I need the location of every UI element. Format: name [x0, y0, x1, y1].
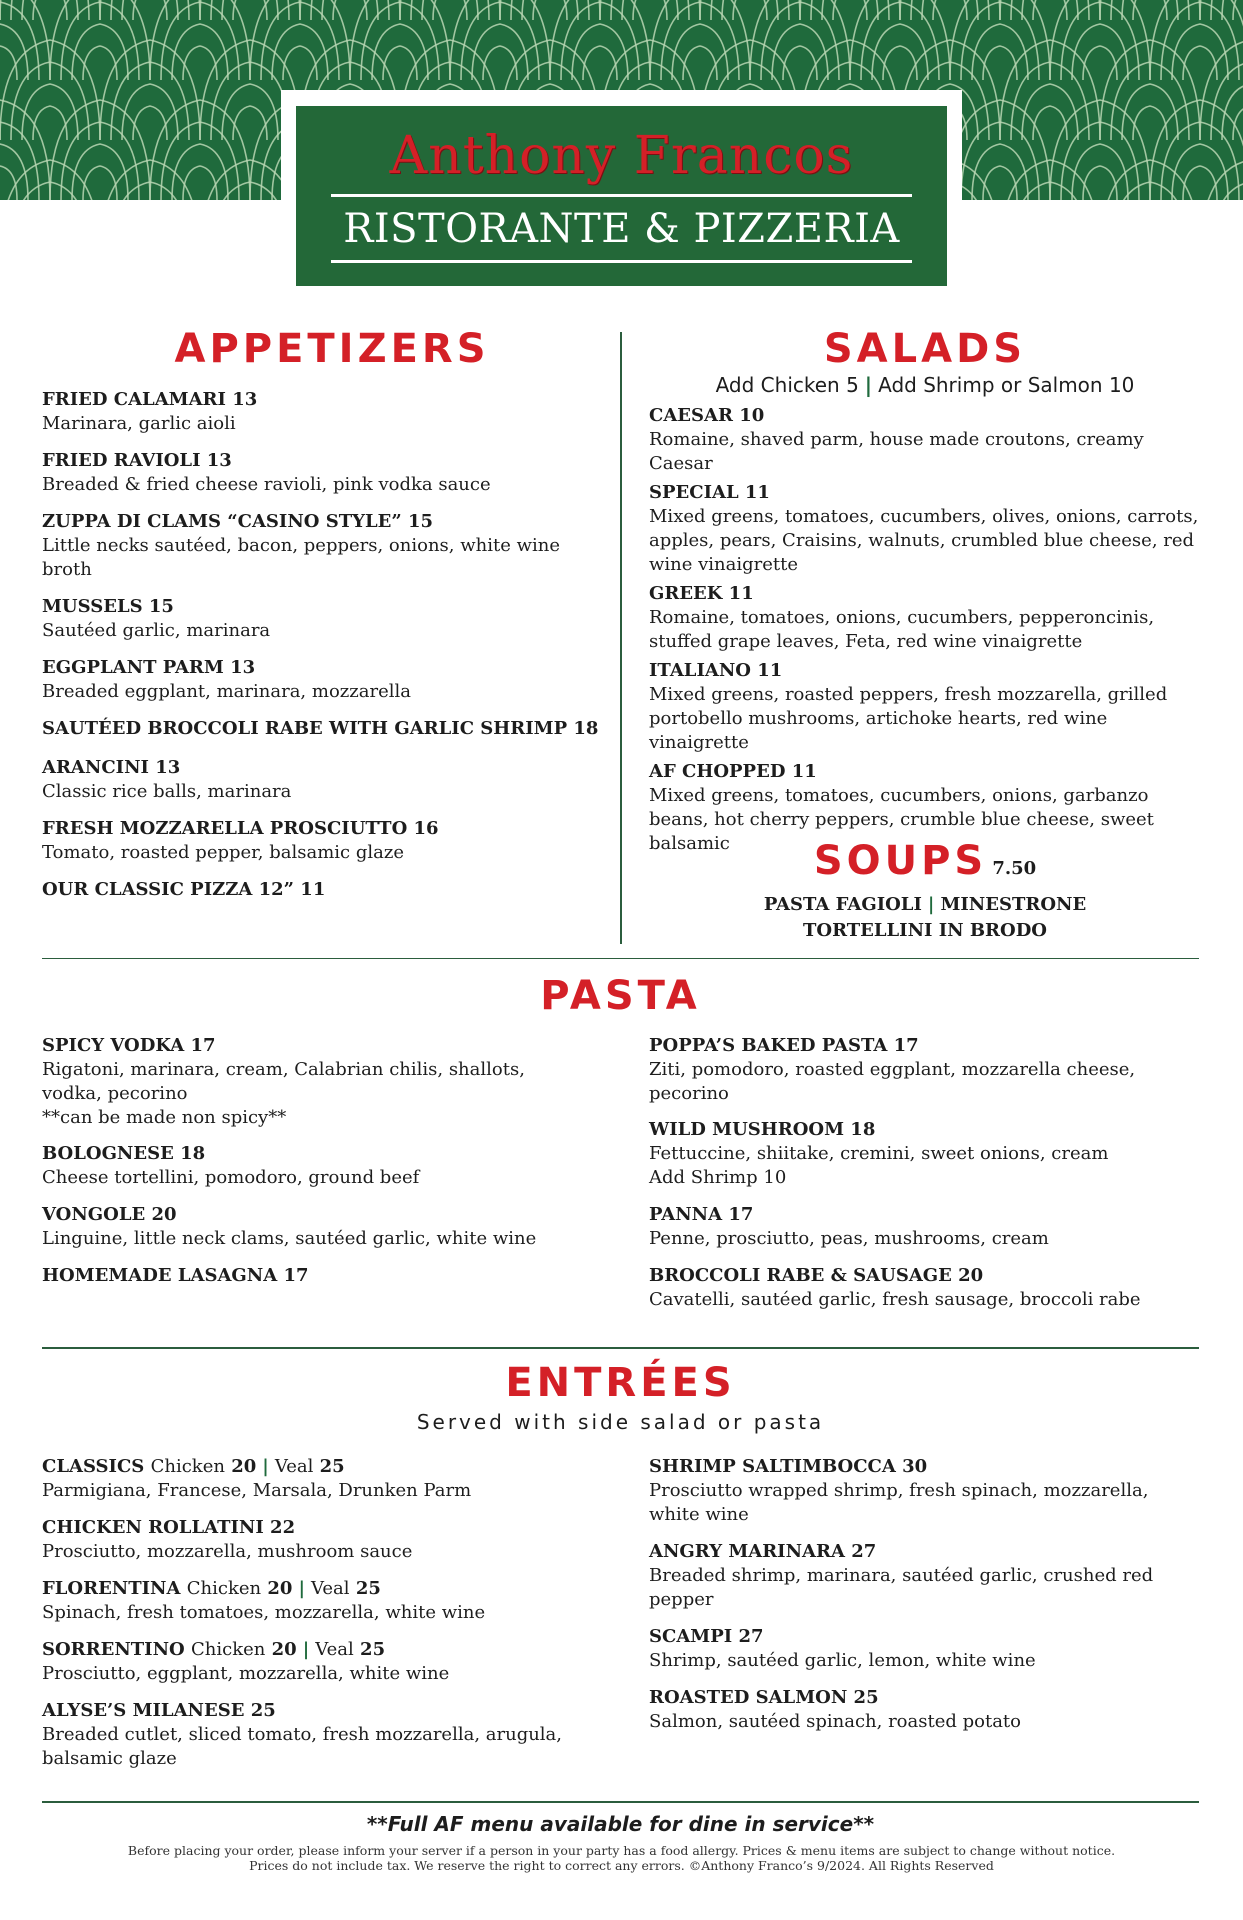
option-separator: |	[302, 1639, 310, 1660]
item-name: POPPA’S BAKED PASTA 17	[649, 1035, 919, 1056]
item-name: ITALIANO 11	[649, 660, 783, 681]
item-heading	[42, 1577, 602, 1601]
item-name: ALYSE’S MILANESE 25	[42, 1700, 276, 1721]
item-name: EGGPLANT PARM 13	[42, 657, 256, 678]
menu-item	[42, 1034, 582, 1130]
item-name: PANNA 17	[649, 1204, 754, 1225]
section-divider	[42, 1801, 1199, 1803]
price-veal: 25	[355, 1578, 381, 1599]
item-desc: Prosciutto, eggplant, mozzarella, white wine	[42, 1663, 450, 1684]
soups-title: SOUPS	[813, 838, 988, 884]
menu-item	[42, 1699, 582, 1771]
menu-item	[42, 756, 602, 804]
item-desc: Rigatoni, marinara, cream, Calabrian chilis, shallots, vodka, pecorino	[42, 1059, 525, 1104]
logo-title: Anthony Francos	[389, 126, 854, 186]
item-name: MUSSELS 15	[42, 596, 174, 617]
fine-print-line-2: Prices do not include tax. We reserve the right to correct any errors. ©Anthony Franco’s 9/2024. All Rights Reserved	[249, 1858, 994, 1873]
item-name: SORRENTINO	[42, 1639, 185, 1660]
addon-separator: |	[864, 373, 873, 397]
menu-item	[649, 481, 1209, 577]
soup-separator: |	[927, 894, 935, 915]
soup-pasta-fagioli: PASTA FAGIOLI	[763, 894, 922, 915]
menu-item	[42, 1577, 602, 1625]
section-divider	[42, 958, 1199, 959]
soups-price: 7.50	[992, 858, 1037, 879]
item-name: FRIED RAVIOLI 13	[42, 450, 232, 471]
item-name: CLASSICS	[42, 1456, 145, 1477]
soups-header	[640, 838, 1210, 884]
item-desc: Tomato, roasted pepper, balsamic glaze	[42, 842, 404, 863]
soup-tortellini: TORTELLINI IN BRODO	[803, 920, 1047, 941]
option-veal: Veal	[315, 1639, 354, 1660]
item-name: ANGRY MARINARA 27	[649, 1541, 877, 1562]
item-desc: Shrimp, sautéed garlic, lemon, white wine	[649, 1650, 1036, 1671]
menu-item	[649, 1264, 1209, 1312]
menu-item	[649, 1034, 1209, 1106]
item-name: SHRIMP SALTIMBOCCA 30	[649, 1456, 928, 1477]
item-desc: Breaded shrimp, marinara, sautéed garlic, crushed red pepper	[649, 1565, 1154, 1610]
item-desc: Salmon, sautéed spinach, roasted potato	[649, 1711, 1021, 1732]
item-note: **can be made non spicy**	[42, 1107, 287, 1128]
pasta-title: PASTA	[540, 973, 701, 1019]
menu-item	[42, 1142, 602, 1190]
option-chicken: Chicken	[191, 1639, 266, 1660]
entrees-title: ENTRÉES	[505, 1360, 736, 1406]
fine-print-line-1: Before placing your order, please inform your server if a person in your party has a food allergy. Prices & menu items are subject to change without notice.	[127, 1843, 1116, 1858]
menu-item	[42, 1455, 602, 1503]
option-separator: |	[262, 1456, 269, 1477]
menu-item	[649, 1203, 1209, 1251]
item-desc: Romaine, shaved parm, house made croutons, creamy Caesar	[649, 429, 1144, 474]
menu-item	[649, 1455, 1189, 1527]
dine-in-notice: **Full AF menu available for dine in service**	[366, 1812, 875, 1836]
item-desc: Cavatelli, sautéed garlic, fresh sausage, broccoli rabe	[649, 1289, 1141, 1310]
restaurant-logo	[296, 106, 947, 286]
menu-item	[649, 1686, 1209, 1734]
entrees-subtitle: Served with side salad or pasta	[416, 1410, 825, 1434]
price-veal: 25	[319, 1456, 345, 1477]
item-desc: Mixed greens, tomatoes, cucumbers, olives, onions, carrots, apples, pears, Craisins, walnuts, crumbled blue cheese, red wine vinaigrette	[649, 506, 1199, 575]
soup-minestrone: MINESTRONE	[940, 894, 1087, 915]
option-veal: Veal	[311, 1578, 350, 1599]
item-name: OUR CLASSIC PIZZA 12” 11	[42, 879, 326, 900]
menu-item	[42, 717, 622, 741]
item-desc: Fettuccine, shiitake, cremini, sweet onions, cream	[649, 1143, 1109, 1164]
item-desc: Marinara, garlic aioli	[42, 413, 236, 434]
item-name: WILD MUSHROOM 18	[649, 1119, 876, 1140]
item-name: ROASTED SALMON 25	[649, 1687, 879, 1708]
addon-shrimp-salmon: Add Shrimp or Salmon 10	[878, 373, 1135, 397]
menu-item	[42, 656, 602, 704]
item-desc: Spinach, fresh tomatoes, mozzarella, white wine	[42, 1602, 486, 1623]
item-name: AF CHOPPED 11	[649, 761, 817, 782]
menu-item	[649, 1118, 1209, 1190]
item-name: FLORENTINA	[42, 1578, 181, 1599]
menu-item	[42, 388, 602, 436]
item-name: FRESH MOZZARELLA PROSCIUTTO 16	[42, 818, 439, 839]
menu-item	[42, 510, 582, 582]
item-name: ZUPPA DI CLAMS “CASINO STYLE” 15	[42, 511, 434, 532]
item-desc: Prosciutto wrapped shrimp, fresh spinach, mozzarella, white wine	[649, 1480, 1149, 1525]
item-name: HOMEMADE LASAGNA 17	[42, 1265, 309, 1286]
menu-item	[649, 404, 1209, 476]
soups-list	[640, 892, 1210, 944]
item-desc: Prosciutto, mozzarella, mushroom sauce	[42, 1541, 413, 1562]
item-name: SPICY VODKA 17	[42, 1035, 216, 1056]
price-chicken: 20	[271, 1639, 297, 1660]
option-chicken: Chicken	[150, 1456, 225, 1477]
item-name: VONGOLE 20	[42, 1204, 177, 1225]
menu-item	[42, 878, 602, 902]
menu-item	[649, 1625, 1209, 1673]
salads-addons	[640, 373, 1210, 397]
menu-item	[42, 1264, 602, 1288]
menu-item	[42, 817, 602, 865]
section-divider	[42, 1347, 1199, 1349]
item-name: CHICKEN ROLLATINI 22	[42, 1517, 296, 1538]
item-desc: Breaded & fried cheese ravioli, pink vodka sauce	[42, 474, 491, 495]
menu-item	[42, 1203, 612, 1251]
item-desc: Classic rice balls, marinara	[42, 781, 292, 802]
item-name: CAESAR 10	[649, 405, 765, 426]
item-name: FRIED CALAMARI 13	[42, 389, 258, 410]
logo-rule-bottom	[331, 260, 912, 263]
item-name: BROCCOLI RABE & SAUSAGE 20	[649, 1265, 984, 1286]
item-desc: Ziti, pomodoro, roasted eggplant, mozzarella cheese, pecorino	[649, 1059, 1136, 1104]
item-name: SPECIAL 11	[649, 482, 770, 503]
item-name: ARANCINI 13	[42, 757, 181, 778]
item-desc: Penne, prosciutto, peas, mushrooms, cream	[649, 1228, 1049, 1249]
soups-line-1	[640, 892, 1210, 918]
price-chicken: 20	[231, 1456, 257, 1477]
logo-rule-top	[331, 194, 912, 197]
item-desc: Little necks sautéed, bacon, peppers, onions, white wine broth	[42, 535, 561, 580]
item-heading	[42, 1455, 602, 1479]
addon-chicken: Add Chicken 5	[715, 373, 859, 397]
item-name: BOLOGNESE 18	[42, 1143, 206, 1164]
menu-item	[649, 1540, 1189, 1612]
logo-subtitle: RISTORANTE & PIZZERIA	[343, 206, 900, 252]
price-chicken: 20	[267, 1578, 293, 1599]
menu-item	[42, 449, 602, 497]
item-name: SAUTÉED BROCCOLI RABE WITH GARLIC SHRIMP 18	[42, 718, 599, 739]
item-desc: Mixed greens, tomatoes, cucumbers, onions, garbanzo beans, hot cherry peppers, crumble blue cheese, sweet balsamic	[649, 785, 1154, 854]
column-divider	[620, 332, 622, 944]
item-note: Add Shrimp 10	[649, 1167, 787, 1188]
price-veal: 25	[360, 1639, 386, 1660]
item-name: GREEK 11	[649, 583, 754, 604]
item-desc: Sautéed garlic, marinara	[42, 620, 271, 641]
option-veal: Veal	[274, 1456, 314, 1477]
item-desc: Linguine, little neck clams, sautéed garlic, white wine	[42, 1228, 537, 1249]
menu-item	[42, 1516, 602, 1564]
menu-item	[649, 659, 1209, 755]
item-name: SCAMPI 27	[649, 1626, 764, 1647]
item-desc: Romaine, tomatoes, onions, cucumbers, pepperoncinis, stuffed grape leaves, Feta, red wine vinaigrette	[649, 607, 1155, 652]
menu-item	[42, 1638, 602, 1686]
menu-item	[42, 595, 602, 643]
appetizers-title: APPETIZERS	[174, 326, 490, 372]
item-desc: Cheese tortellini, pomodoro, ground beef	[42, 1167, 420, 1188]
option-chicken: Chicken	[186, 1578, 262, 1599]
item-desc: Parmigiana, Francese, Marsala, Drunken Parm	[42, 1480, 472, 1501]
item-heading	[42, 1638, 602, 1662]
fine-print	[20, 1843, 1223, 1873]
salads-title: SALADS	[823, 326, 1027, 372]
item-desc: Breaded eggplant, marinara, mozzarella	[42, 681, 411, 702]
item-desc: Mixed greens, roasted peppers, fresh mozzarella, grilled portobello mushrooms, artichoke hearts, red wine vinaigrette	[649, 684, 1168, 753]
item-desc: Breaded cutlet, sliced tomato, fresh mozzarella, arugula, balsamic glaze	[42, 1724, 563, 1769]
option-separator: |	[298, 1578, 306, 1599]
menu-item	[649, 582, 1209, 654]
